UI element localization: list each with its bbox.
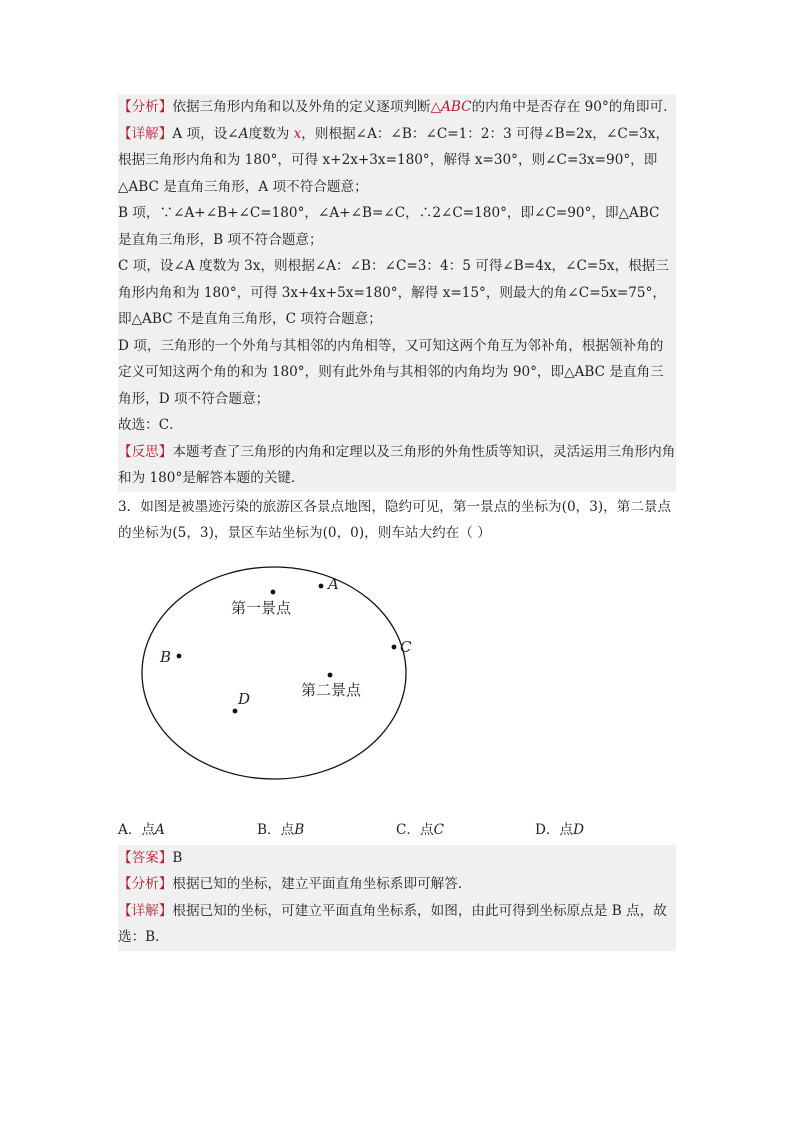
option-c-text: C．点 <box>396 821 434 838</box>
detail-a-mid2: ，则根据∠ <box>301 125 368 142</box>
page-content <box>118 94 676 951</box>
question-3: 3．如图是被墨迹污染的旅游区各景点地图，隐约可见，第一景点的坐标为(0，3)，第二景点的坐标为(5，3)，景区车站坐标为(0，0)，则车站大约在（ ） <box>118 498 672 541</box>
analysis-text-3: 根据已知的坐标，建立平面直角坐标系即可解答． <box>172 876 472 892</box>
detail-text-3: 根据已知的坐标，可建立平面直角坐标系，如图，由此可得到坐标原点是 B 点，故选：B． <box>118 902 667 945</box>
spot1-label: 第一景点 <box>231 598 292 617</box>
point-A-label: A <box>328 574 339 593</box>
detail-a-pre: A 项，设∠ <box>172 125 239 142</box>
spot2-dot <box>328 672 333 677</box>
reflect-text: 本题考查了三角形的内角和定理以及三角形的外角性质等知识，灵活运用三角形内角和为 180°是解答本题的关键． <box>118 443 676 486</box>
detail-block-1 <box>118 121 676 201</box>
option-b-text: B．点 <box>257 821 295 838</box>
option-d[interactable] <box>535 817 674 843</box>
spot1-dot <box>271 589 276 594</box>
spot2-label: 第二景点 <box>301 680 362 699</box>
answer-tag: 【答案】 <box>118 849 173 866</box>
answer-line <box>118 845 676 872</box>
reflect-tag: 【反思】 <box>118 443 173 460</box>
option-b-point: B <box>294 821 305 838</box>
detail-line-3 <box>118 898 676 951</box>
detail-a-mid1: 度数为 <box>248 125 294 142</box>
detail-tag-3: 【详解】 <box>118 902 173 919</box>
analysis-text-post: 的内角中是否存在 90°的角即可. <box>471 99 668 115</box>
reflect-block <box>118 439 676 492</box>
detail-a-rest: A：∠B：∠C=1：2：3 可得∠B=2x，∠C=3x，根据三角形内角和为 180°，可得 x+2x+3x=180°，解得 x=30°，则∠C=3x=90°，即△ABC 是直角三角形，A 项不符合题意； <box>118 125 670 195</box>
point-C-label: C <box>400 637 412 656</box>
point-B-label: B <box>160 647 172 666</box>
option-d-point: D <box>573 821 584 838</box>
option-a-point: A <box>155 821 165 838</box>
option-d-text: D．点 <box>535 821 574 838</box>
point-B-dot <box>177 653 182 658</box>
option-c-point: C <box>433 821 444 838</box>
analysis-line-3 <box>118 871 676 898</box>
answer-value: B <box>172 849 183 866</box>
detail-a-angle: A <box>238 125 249 142</box>
answer-block-3 <box>118 845 676 951</box>
analysis-tag-3: 【分析】 <box>118 876 173 892</box>
option-b[interactable] <box>257 817 396 843</box>
detail-line-b: B 项，∵∠A+∠B+∠C=180°，∠A+∠B=∠C，∴2∠C=180°，即∠C=90°，即△ABC 是直角三角形，B 项不符合题意； <box>118 200 676 253</box>
detail-tag: 【详解】 <box>118 125 173 142</box>
detail-a-var: x <box>293 125 302 142</box>
triangle-label: △ABC <box>430 99 472 115</box>
option-a-text: A．点 <box>118 821 156 838</box>
option-a[interactable] <box>118 817 257 843</box>
point-D-label: D <box>238 689 251 708</box>
point-D-dot <box>233 708 238 713</box>
point-A-dot <box>319 583 324 588</box>
point-C-dot <box>392 644 397 649</box>
choice-line: 故选：C． <box>118 412 676 439</box>
analysis-text-pre: 依据三角形内角和以及外角的定义逐项判断 <box>172 99 431 115</box>
analysis-block-1 <box>118 94 676 121</box>
map-figure <box>128 557 418 807</box>
detail-line-c: C 项，设∠A 度数为 3x，则根据∠A：∠B：∠C=3：4：5 可得∠B=4x，∠C=5x，根据三角形内角和为 180°，可得 3x+4x+5x=180°，解得 x=15°，则最大的角∠C=5x=75°，即△ABC 不是直角三角形，C 项符合题意； <box>118 253 676 333</box>
map-ellipse-svg <box>128 557 418 807</box>
option-c[interactable] <box>396 817 535 843</box>
analysis-tag: 【分析】 <box>118 99 173 115</box>
detail-line-d: D 项，三角形的一个外角与其相邻的内角相等，又可知这两个角互为邻补角，根据领补角的定义可知这两个角的和为 180°，则有此外角与其相邻的内角均为 90°，即△ABC 是直角三角形，D 项不符合题意； <box>118 333 676 413</box>
options-row <box>118 817 676 843</box>
